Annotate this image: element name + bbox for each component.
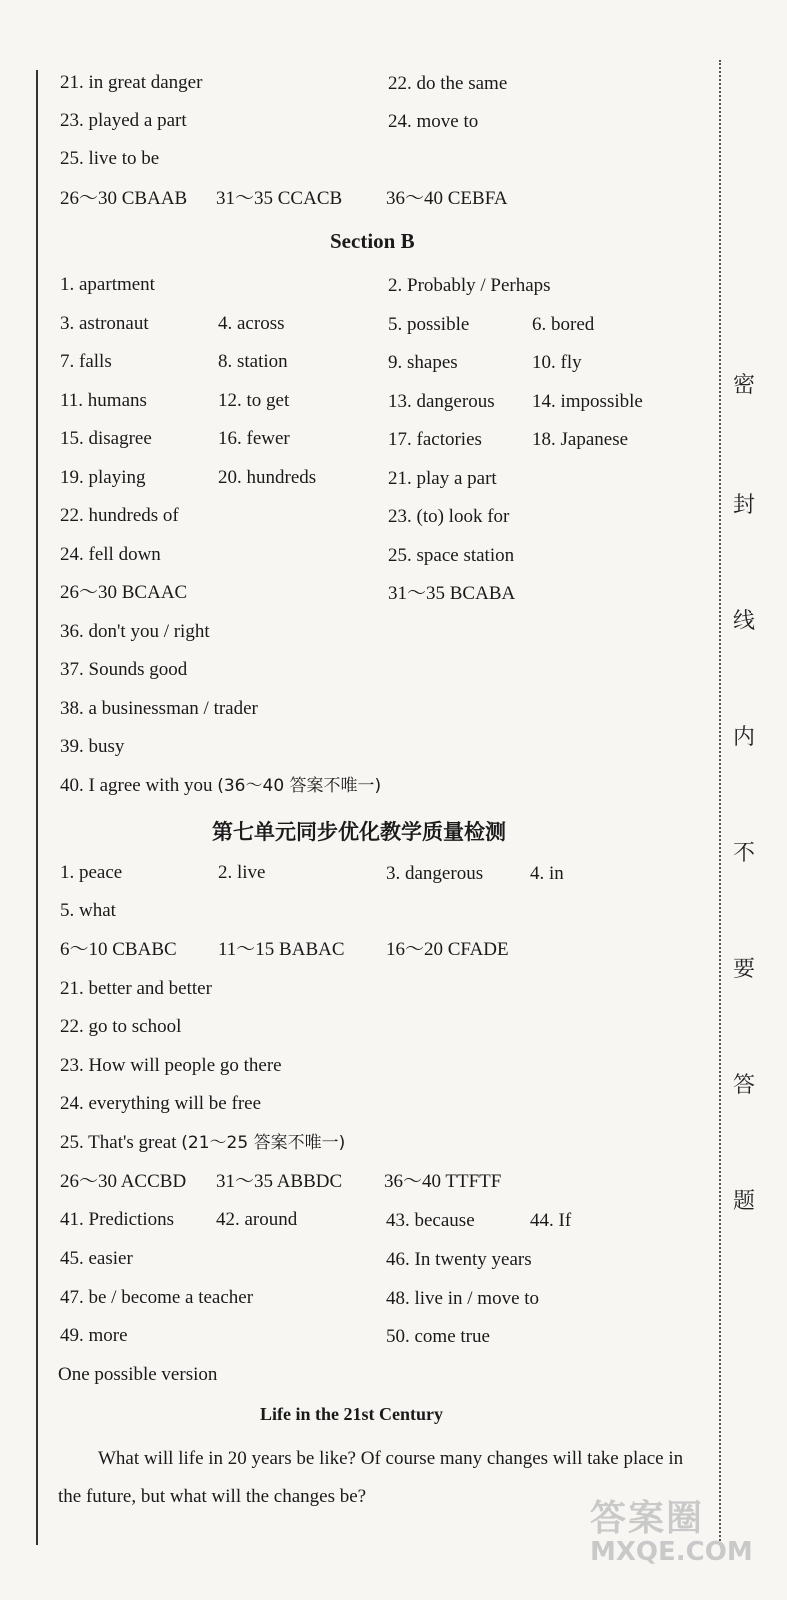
answer-item: 25. live to be xyxy=(60,148,160,169)
answer-item: 48. live in / move to xyxy=(386,1288,540,1309)
answer-item: 4. in xyxy=(530,863,564,884)
answer-text: 25. That's great xyxy=(60,1132,177,1153)
answer-item: 18. Japanese xyxy=(532,429,629,450)
answer-item: 5. possible xyxy=(388,314,470,335)
answer-item: 45. easier xyxy=(60,1248,133,1269)
answer-group: 36～40 CEBFA xyxy=(386,188,508,209)
answer-item: 38. a businessman / trader xyxy=(60,698,258,719)
answer-item: 2. Probably / Perhaps xyxy=(388,275,551,296)
unit-heading: 第七单元同步优化教学质量检测 xyxy=(212,820,506,844)
answer-group: 6～10 CBABC xyxy=(60,939,177,960)
answer-group: 16～20 CFADE xyxy=(386,939,509,960)
answer-item: 25. space station xyxy=(388,545,515,566)
answer-item: 11. humans xyxy=(60,390,147,411)
answer-item: 4. across xyxy=(218,313,285,334)
answer-group: 36～40 TTFTF xyxy=(384,1171,502,1192)
answer-item: 22. hundreds of xyxy=(60,505,179,526)
answer-item xyxy=(60,774,381,798)
answer-item: 21. better and better xyxy=(60,978,212,999)
answer-item: 8. station xyxy=(218,351,288,372)
answer-item: 36. don't you / right xyxy=(60,621,210,642)
seal-char-5: 不 xyxy=(732,841,755,866)
seal-dotted-line xyxy=(719,60,721,1545)
watermark xyxy=(590,1490,780,1590)
answer-item: 24. move to xyxy=(388,111,479,132)
answer-item: 44. If xyxy=(530,1210,572,1231)
answer-item: 2. live xyxy=(218,862,266,883)
seal-char-4: 内 xyxy=(732,725,755,750)
section-heading: Section B xyxy=(330,229,415,253)
answer-item: 1. peace xyxy=(60,862,123,883)
answer-item: 21. in great danger xyxy=(60,72,203,93)
essay-paragraph: What will life in 20 years be like? Of course many changes will take place in the future, but what will the changes be? xyxy=(58,1448,684,1507)
answer-item: 47. be / become a teacher xyxy=(60,1287,254,1308)
answer-item: 17. factories xyxy=(388,429,482,450)
watermark-logo: 答案圈 xyxy=(590,1498,705,1539)
answer-item: 10. fly xyxy=(532,352,582,373)
answer-group: 26～30 CBAAB xyxy=(60,188,188,209)
answer-item: 1. apartment xyxy=(60,274,155,295)
answer-item: 15. disagree xyxy=(60,428,152,449)
answer-item: 23. How will people go there xyxy=(60,1055,282,1076)
answer-item: 6. bored xyxy=(532,314,595,335)
answer-item: 14. impossible xyxy=(532,391,643,412)
answer-group: 31～35 ABBDC xyxy=(216,1171,343,1192)
version-label: One possible version xyxy=(58,1364,218,1385)
answer-item: 9. shapes xyxy=(388,352,458,373)
answer-item: 23. played a part xyxy=(60,110,187,131)
answer-item: 49. more xyxy=(60,1325,128,1346)
answer-group: 26～30 BCAAC xyxy=(60,582,188,603)
answer-group: 31～35 BCABA xyxy=(388,583,516,604)
answer-item: 16. fewer xyxy=(218,428,290,449)
answer-item: 22. do the same xyxy=(388,73,508,94)
seal-char-1: 密 xyxy=(732,373,755,398)
seal-char-7: 答 xyxy=(732,1073,755,1098)
left-margin-rule xyxy=(36,70,38,1545)
answer-item xyxy=(60,1131,345,1155)
answer-group: 11～15 BABAC xyxy=(218,939,345,960)
answer-item: 20. hundreds xyxy=(218,467,317,488)
answer-item: 21. play a part xyxy=(388,468,497,489)
answer-item: 24. everything will be free xyxy=(60,1093,262,1114)
answer-item: 46. In twenty years xyxy=(386,1249,532,1270)
answer-item: 5. what xyxy=(60,900,116,921)
answer-item: 50. come true xyxy=(386,1326,490,1347)
answer-item: 3. dangerous xyxy=(386,863,484,884)
answer-item: 23. (to) look for xyxy=(388,506,510,527)
seal-char-2: 封 xyxy=(732,493,755,518)
essay-title: Life in the 21st Century xyxy=(260,1404,443,1424)
answer-item: 37. Sounds good xyxy=(60,659,188,680)
answer-item: 41. Predictions xyxy=(60,1209,174,1230)
answer-text: 40. I agree with you xyxy=(60,775,213,796)
answer-item: 39. busy xyxy=(60,736,125,757)
watermark-url: MXQE.COM xyxy=(590,1537,753,1567)
seal-char-3: 线 xyxy=(732,609,755,634)
answer-item: 7. falls xyxy=(60,351,112,372)
answer-item: 22. go to school xyxy=(60,1016,182,1037)
seal-char-8: 题 xyxy=(732,1189,755,1214)
answer-item: 43. because xyxy=(386,1210,475,1231)
answer-group: 31～35 CCACB xyxy=(216,188,343,209)
answer-item: 24. fell down xyxy=(60,544,161,565)
answer-item: 42. around xyxy=(216,1209,298,1230)
answer-item: 19. playing xyxy=(60,467,146,488)
answer-item: 13. dangerous xyxy=(388,391,495,412)
answer-note: (21～25 答案不唯一) xyxy=(181,1133,346,1153)
answer-item: 12. to get xyxy=(218,390,290,411)
answer-group: 26～30 ACCBD xyxy=(60,1171,187,1192)
answer-note: (36～40 答案不唯一) xyxy=(217,776,382,796)
seal-char-6: 要 xyxy=(732,957,755,982)
answer-item: 3. astronaut xyxy=(60,313,149,334)
